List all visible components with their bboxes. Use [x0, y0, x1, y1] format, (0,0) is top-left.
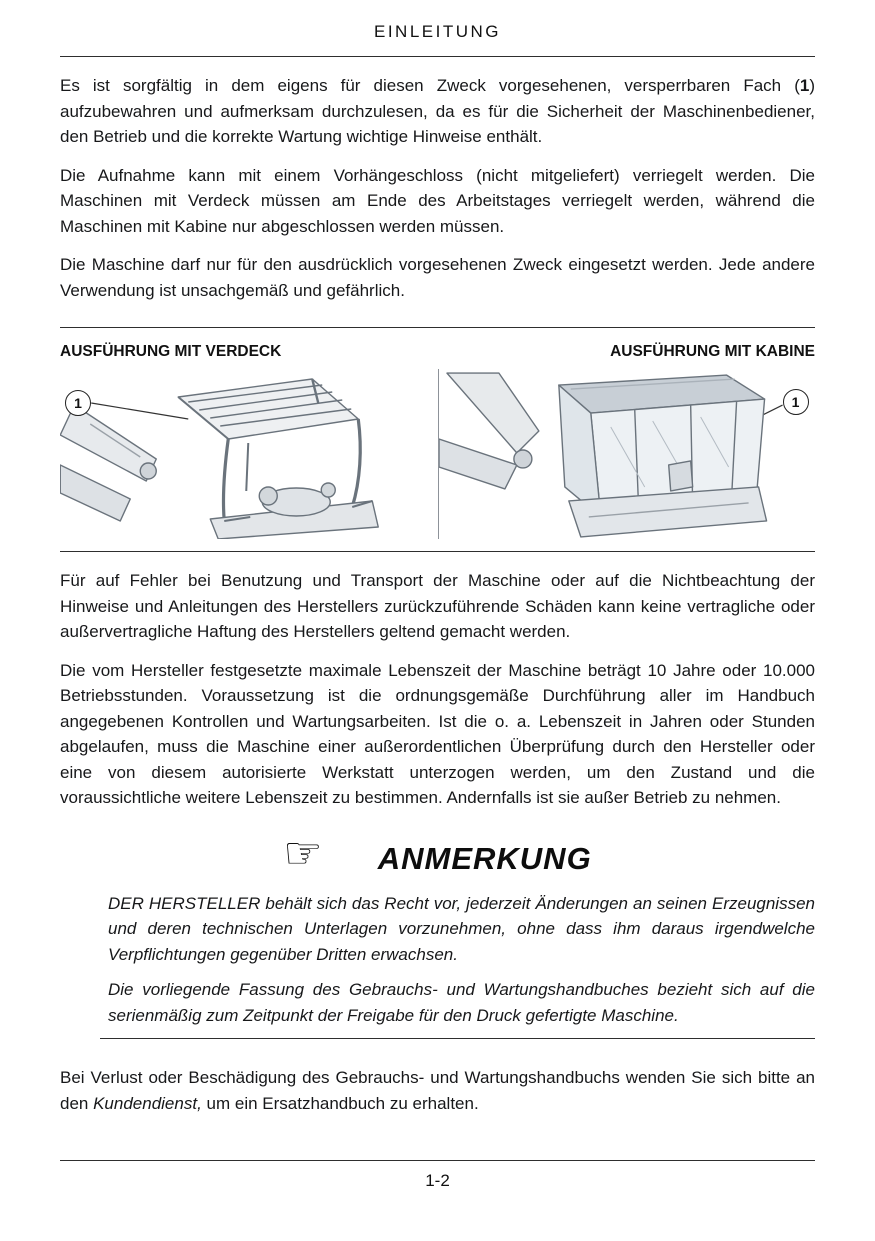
excavator-canopy-illustration: [60, 369, 438, 539]
customer-service-emphasis: Kundendienst,: [93, 1093, 202, 1113]
note-heading: [60, 828, 815, 881]
paragraph-replacement-text-2: um ein Ersatzhandbuch zu erhalten.: [201, 1093, 479, 1113]
figure-caption-verdeck: AUSFÜHRUNG MIT VERDECK: [60, 343, 282, 360]
callout-1-kabine-label: 1: [791, 394, 800, 410]
page-footer: [60, 1160, 815, 1191]
callout-1-kabine: [783, 389, 809, 415]
paragraph-liability: Für auf Fehler bei Benutzung und Transport der Maschine oder auf die Nichtbeachtung der Hinweise und Anleitungen des Herstellers zurückzuführende Schäden kann keine vertragliche oder außervertragliche Haftung des Herstellers geltend gemacht werden.: [60, 571, 815, 641]
paragraph-intended-use: Die Maschine darf nur für den ausdrücklich vorgesehenen Zweck eingesetzt werden. Jede andere Verwendung ist unsachgemäß und gefährlich.: [60, 255, 815, 300]
figure-verdeck: [60, 369, 438, 539]
callout-1-verdeck: [65, 390, 91, 416]
paragraph-replacement-text: Bei Verlust oder Beschädigung des Gebrauchs- und Wartungshandbuchs wenden Sie sich bitte an den: [60, 1068, 815, 1113]
note-paragraph-edition: Die vorliegende Fassung des Gebrauchs- und Wartungshandbuches bezieht sich auf die serienmäßig zum Zeitpunkt der Freigabe für den Druck gefertigte Maschine.: [108, 980, 815, 1025]
paragraph-replacement: [60, 1065, 815, 1116]
figure-captions: [60, 343, 815, 361]
note-paragraph-rights: DER HERSTELLER behält sich das Recht vor, jederzeit Änderungen an seinen Erzeugnissen und deren technischen Unterlagen vorzunehmen, ohne dass ihm daraus irgendwelche Verpflichtungen gegenüber Dritten erwachsen.: [108, 893, 815, 964]
note-body: [108, 891, 815, 1029]
page-number: 1-2: [425, 1171, 450, 1190]
figure-caption-kabine: AUSFÜHRUNG MIT KABINE: [610, 343, 815, 360]
divider-above-figures: [60, 327, 815, 328]
figure-kabine: [438, 369, 816, 539]
callout-reference-bold: 1: [799, 76, 810, 95]
paragraph-lifetime: Die vom Hersteller festgesetzte maximale Lebenszeit der Maschine beträgt 10 Jahre oder 10.000 Betriebsstunden. Voraussetzung ist die ordnungsgemäße Durchführung aller im Handbuch angegebenen Kontrollen und Wartungsarbeiten. Ist die o. a. Lebenszeit in Jahren oder Stunden abgelaufen, muss die Maschine einer außerordentlichen Überprüfung durch den Hersteller oder eine von diesem autorisierte Werkstatt unterzogen werden, um den Zustand und die voraussichtliche weitere Lebenszeit zu bestimmen. Andernfalls ist sie außer Betrieb zu nehmen.: [60, 660, 815, 807]
paragraph-storage-text-2: ) aufzubewahren und aufmerksam durchzulesen, da es für die Sicherheit der Maschinenbediener, den Betrieb und die korrekte Wartung wichtige Hinweise enthält.: [60, 76, 815, 146]
page-title: EINLEITUNG: [60, 14, 815, 57]
divider-below-figures: [60, 551, 815, 552]
note-title: ANMERKUNG: [377, 840, 592, 876]
paragraph-padlock: Die Aufnahme kann mit einem Vorhängeschloss (nicht mitgeliefert) verriegelt werden. Die Maschinen mit Verdeck müssen am Ende des Arbeitstages verriegelt werden, während die Maschinen mit Kabine nur abgeschlossen werden müssen.: [60, 165, 815, 236]
paragraph-storage-text: Es ist sorgfältig in dem eigens für diesen Zweck vorgesehenen, versperrbaren Fach (: [60, 76, 800, 95]
figure-row: [60, 369, 815, 539]
callout-1-verdeck-label: 1: [74, 395, 82, 411]
paragraph-storage: [60, 73, 815, 150]
pointing-hand-icon: ☞: [283, 828, 323, 878]
excavator-cab-illustration: [439, 369, 816, 539]
divider-below-note: [100, 1038, 815, 1039]
